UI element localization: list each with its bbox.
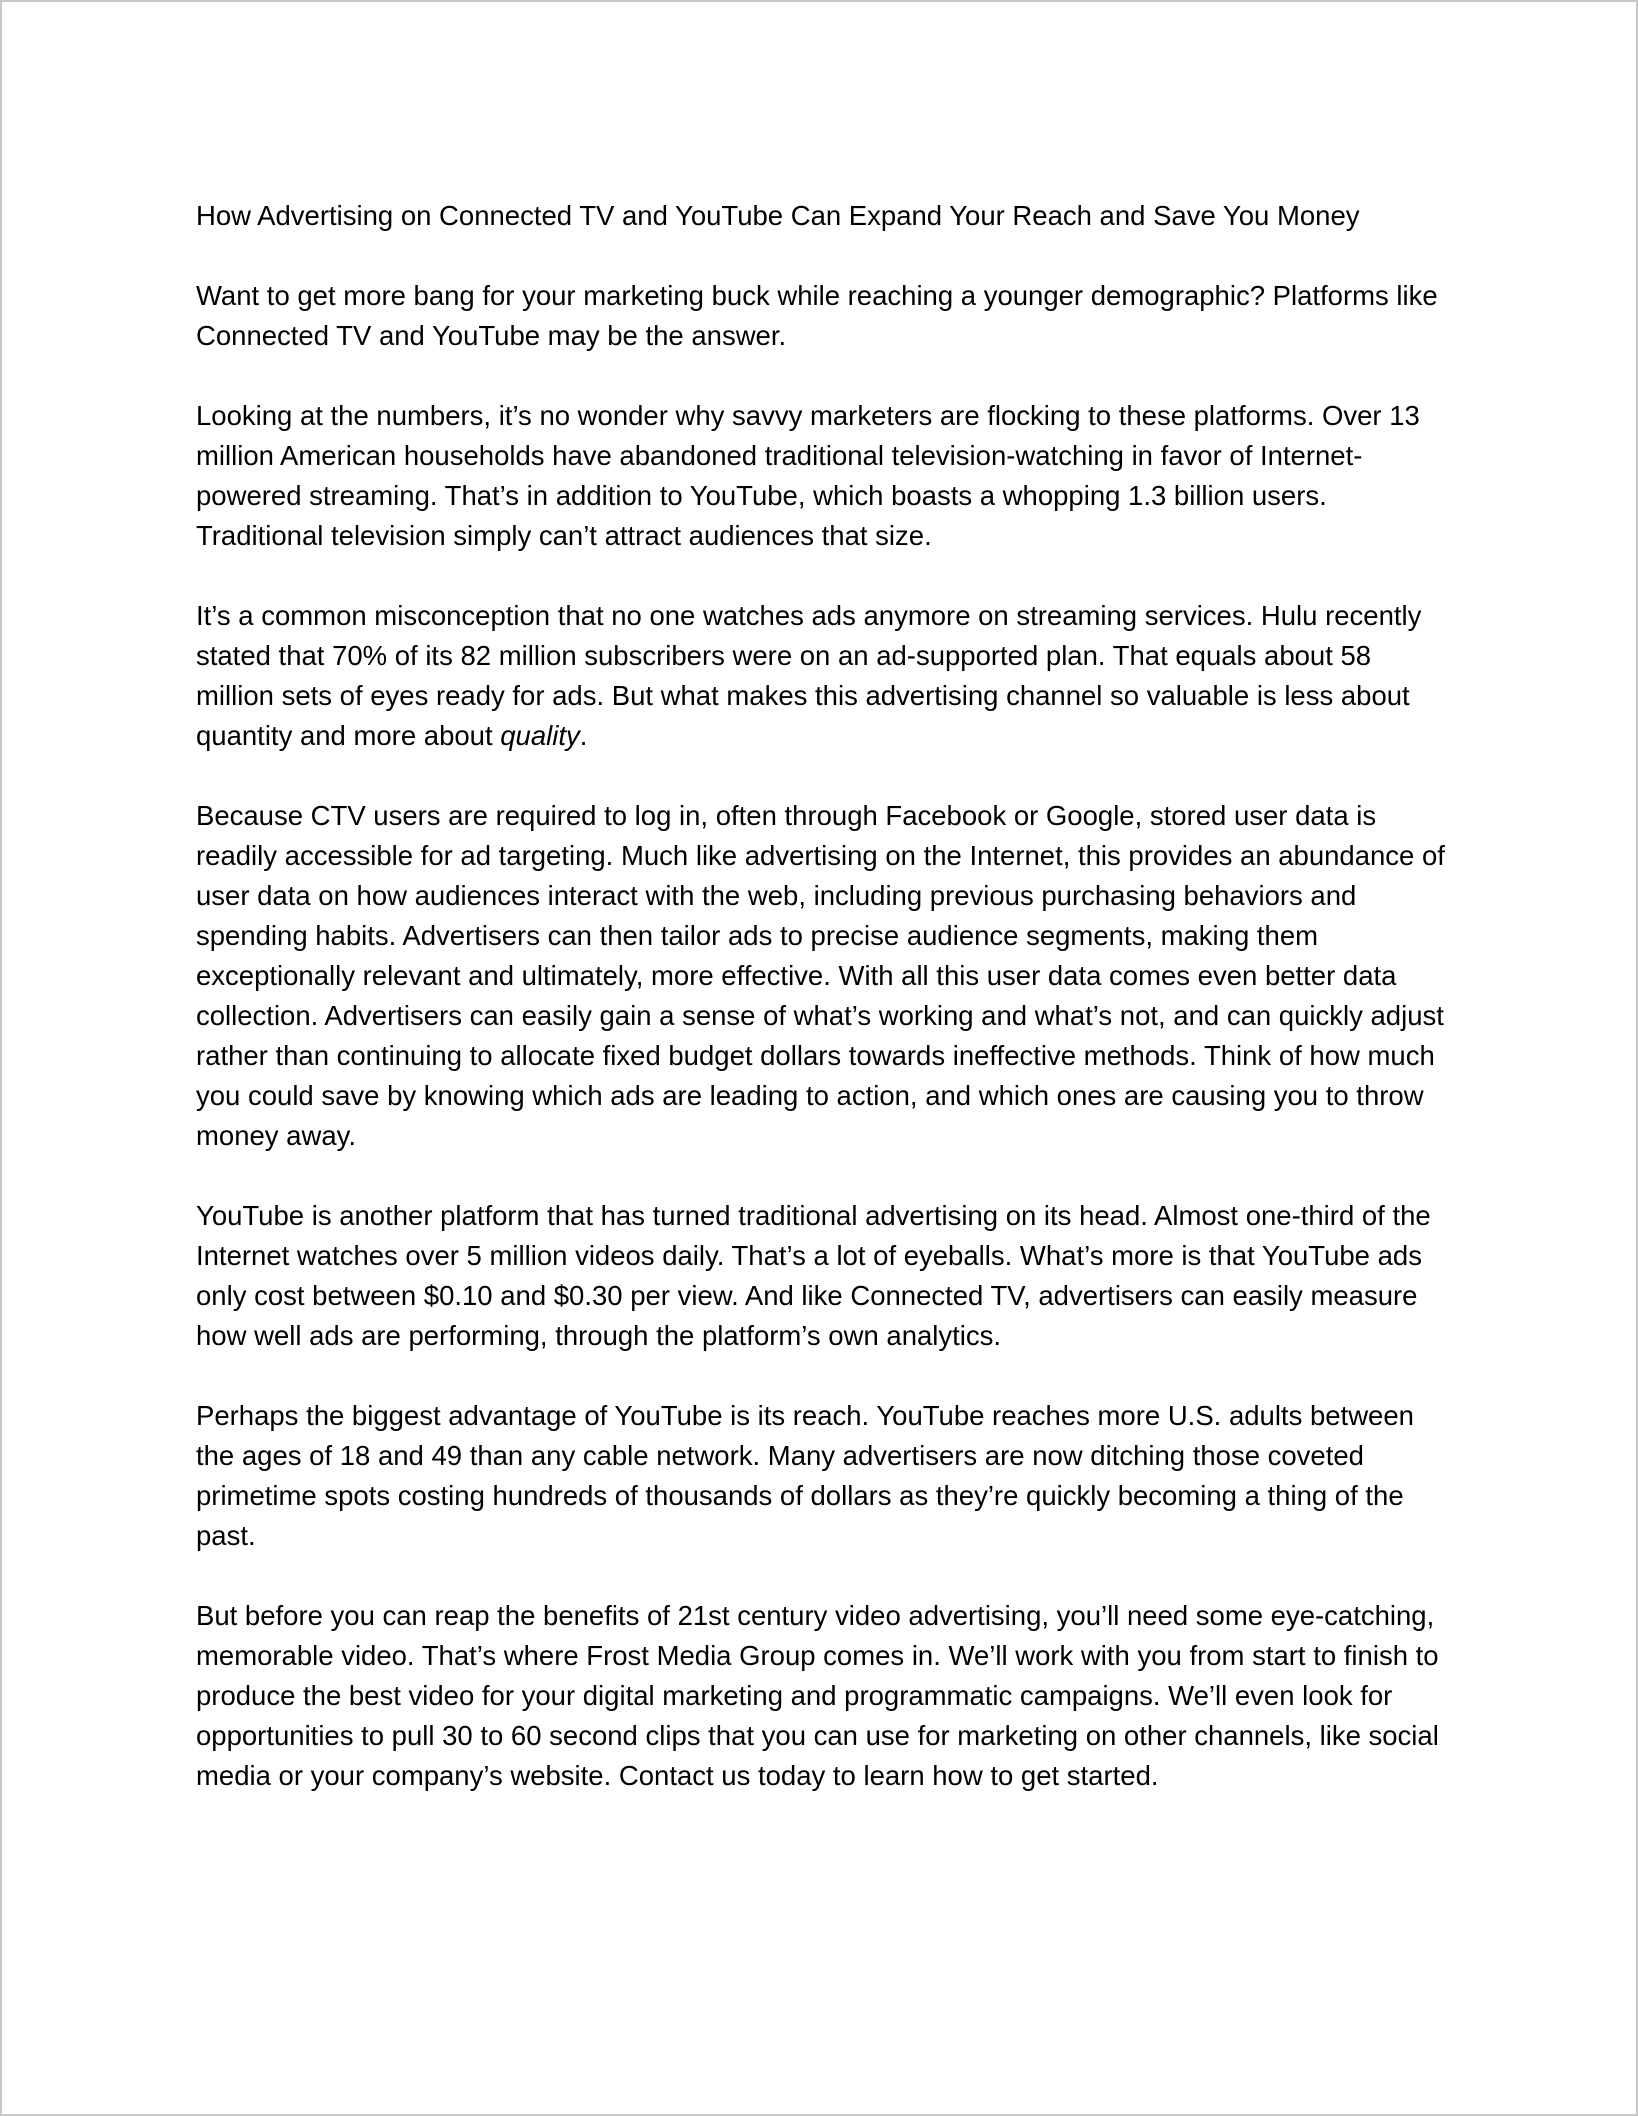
paragraph-intro: Want to get more bang for your marketing buck while reaching a younger demographic? Platforms like Connected TV and YouTube may be the answer. <box>196 280 1438 351</box>
document-title: How Advertising on Connected TV and YouTube Can Expand Your Reach and Save You Money <box>196 200 1360 231</box>
paragraph-youtube-platform: YouTube is another platform that has turned traditional advertising on its head. Almost one-third of the Internet watches over 5 million videos daily. That’s a lot of eyeballs. What’s more is that YouTube ads only cost between $0.10 and $0.30 per view. And like Connected TV, advertisers can easily measure how well ads are performing, through the platform’s own analytics. <box>196 1200 1431 1351</box>
paragraph-ctv-data: Because CTV users are required to log in, often through Facebook or Google, stored user data is readily accessible for ad targeting. Much like advertising on the Internet, this provides an abundance of user data on how audiences interact with the web, including previous purchasing behaviors and spending habits. Advertisers can then tailor ads to precise audience segments, making them exceptionally relevant and ultimately, more effective. With all this user data comes even better data collection. Advertisers can easily gain a sense of what’s working and what’s not, and can quickly adjust rather than continuing to allocate fixed budget dollars towards ineffective methods. Think of how much you could save by knowing which ads are leading to action, and which ones are causing you to throw money away. <box>196 800 1445 1151</box>
document-body <box>196 196 1456 1836</box>
paragraph-misconception <box>196 596 1456 756</box>
paragraph-misconception-text: It’s a common misconception that no one watches ads anymore on streaming services. Hulu recently stated that 70% of its 82 million subscribers were on an ad-supported plan. That equals about 58 million sets of eyes ready for ads. But what makes this advertising channel so valuable is less about quantity and more about <box>196 600 1422 751</box>
paragraph-misconception-end: . <box>579 720 588 751</box>
paragraph-youtube-reach: Perhaps the biggest advantage of YouTube is its reach. YouTube reaches more U.S. adults between the ages of 18 and 49 than any cable network. Many advertisers are now ditching those coveted primetime spots costing hundreds of thousands of dollars as they’re quickly becoming a thing of the past. <box>196 1400 1414 1551</box>
paragraph-numbers: Looking at the numbers, it’s no wonder why savvy marketers are flocking to these platforms. Over 13 million American households have abandoned traditional television-watching in favor of Internet-powered streaming. That’s in addition to YouTube, which boasts a whopping 1.3 billion users. Traditional television simply can’t attract audiences that size. <box>196 400 1420 551</box>
paragraph-call-to-action: But before you can reap the benefits of 21st century video advertising, you’ll need some eye-catching, memorable video. That’s where Frost Media Group comes in. We’ll work with you from start to finish to produce the best video for your digital marketing and programmatic campaigns. We’ll even look for opportunities to pull 30 to 60 second clips that you can use for marketing on other channels, like social media or your company’s website. Contact us today to learn how to get started. <box>196 1600 1439 1791</box>
quality-emphasis: quality <box>500 720 580 751</box>
